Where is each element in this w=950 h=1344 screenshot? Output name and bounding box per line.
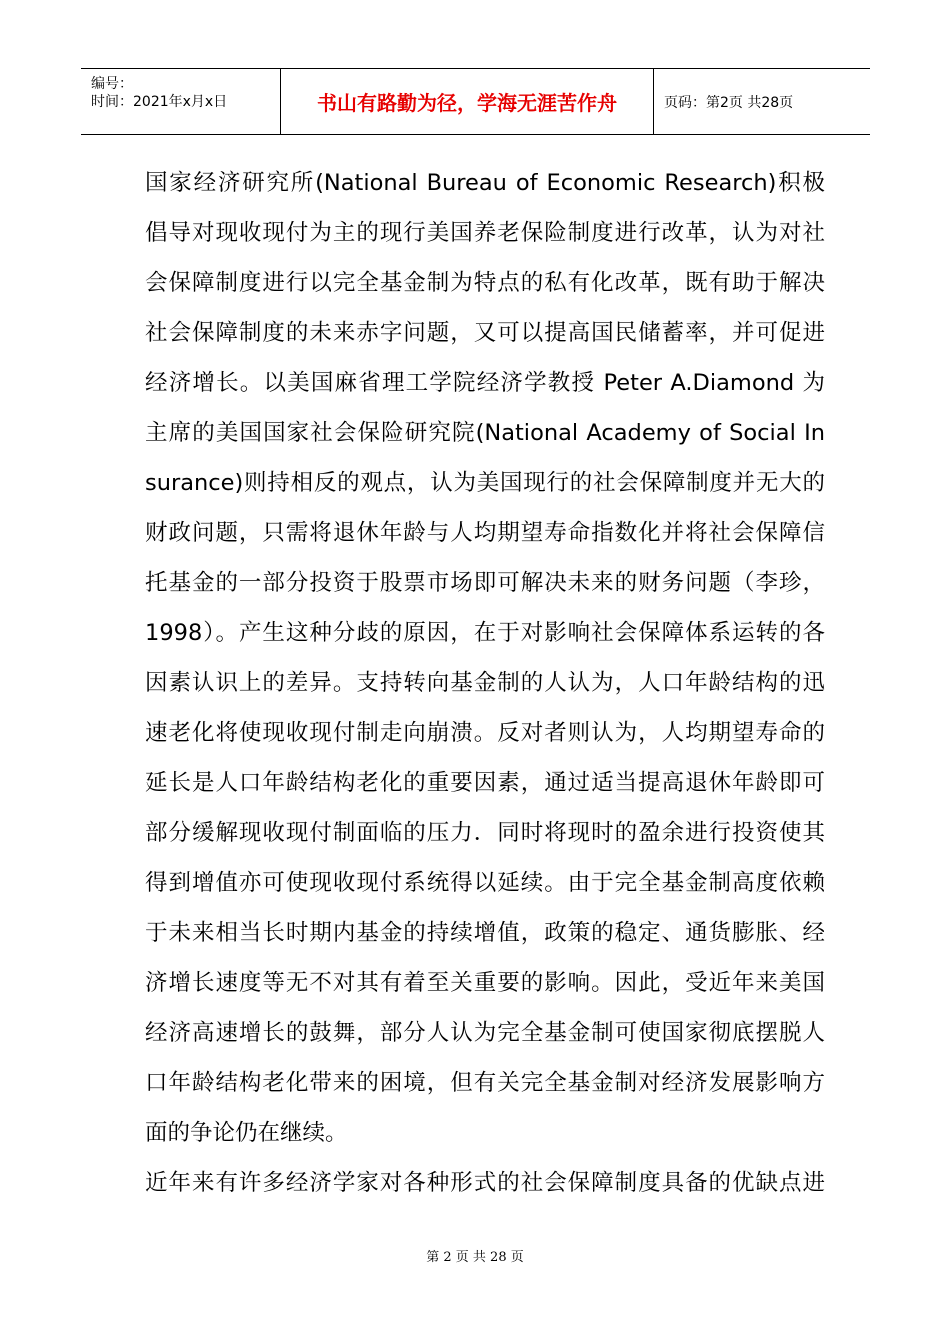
header-meta	[81, 69, 281, 134]
page-header	[81, 68, 870, 135]
body-line: 口年龄结构老化带来的困境，但有关完全基金制对经济发展影响方	[145, 1070, 825, 1096]
document-body	[145, 158, 825, 1208]
body-line: 倡导对现收现付为主的现行美国养老保险制度进行改革，认为对社	[145, 220, 825, 246]
body-line: 部分缓解现收现付制面临的压力．同时将现时的盈余进行投资使其	[145, 820, 825, 846]
document-code-label: 编号：	[91, 76, 133, 92]
body-line: 济增长速度等无不对其有着至关重要的影响。因此，受近年来美国	[145, 970, 825, 996]
body-line: 经济高速增长的鼓舞，部分人认为完全基金制可使国家彻底摆脱人	[145, 1020, 825, 1046]
body-line: 于未来相当长时期内基金的持续增值，政策的稳定、通货膨胀、经	[145, 920, 825, 946]
body-line-last: 面的争论仍在继续。	[145, 1120, 348, 1146]
body-line: 得到增值亦可使现收现付系统得以延续。由于完全基金制高度依赖	[145, 870, 825, 896]
body-line: 延长是人口年龄结构老化的重要因素，通过适当提高退休年龄即可	[145, 770, 825, 796]
body-line: 主席的美国国家社会保险研究院(National Academy of Social In	[145, 420, 825, 446]
body-line: 1998）。产生这种分歧的原因，在于对影响社会保障体系运转的各	[145, 620, 825, 646]
next-paragraph-line: 近年来有许多经济学家对各种形式的社会保障制度具备的优缺点进	[145, 1170, 825, 1196]
body-line: 会保障制度进行以完全基金制为特点的私有化改革，既有助于解决	[145, 270, 825, 296]
header-motto: 书山有路勤为径，学海无涯苦作舟	[281, 69, 654, 134]
document-date-label: 时间：2021年x月x日	[91, 94, 228, 110]
body-line: surance)则持相反的观点，认为美国现行的社会保障制度并无大的	[145, 470, 825, 496]
body-line: 国家经济研究所(National Bureau of Economic Research)积极	[145, 170, 825, 196]
body-line: 速老化将使现收现付制走向崩溃。反对者则认为，人均期望寿命的	[145, 720, 825, 746]
body-line: 托基金的一部分投资于股票市场即可解决未来的财务问题（李珍，	[145, 570, 825, 596]
page-footer: 第 2 页 共 28 页	[426, 1250, 524, 1265]
body-line: 社会保障制度的未来赤字问题，又可以提高国民储蓄率，并可促进	[145, 320, 825, 346]
body-line: 财政问题，只需将退休年龄与人均期望寿命指数化并将社会保障信	[145, 520, 825, 546]
body-line: 经济增长。以美国麻省理工学院经济学教授 Peter A.Diamond 为	[145, 370, 825, 396]
header-page-info: 页码：第2页 共28页	[664, 94, 794, 111]
body-line: 因素认识上的差异。支持转向基金制的人认为，人口年龄结构的迅	[145, 670, 825, 696]
